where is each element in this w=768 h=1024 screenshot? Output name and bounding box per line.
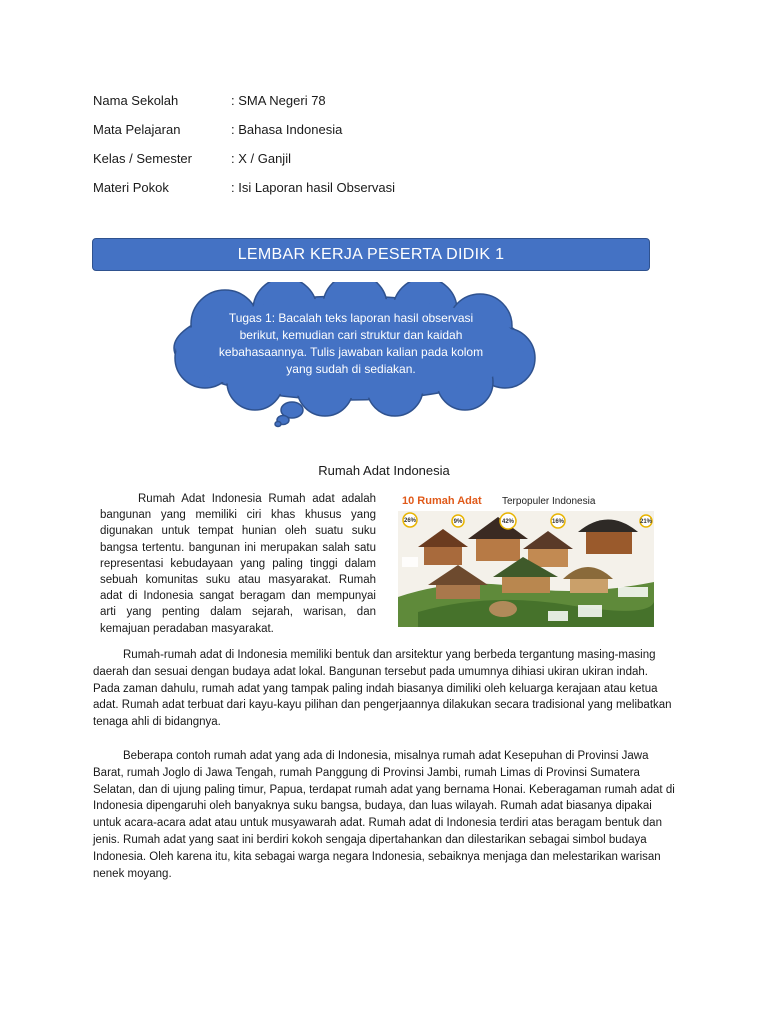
task-thought-cloud — [145, 282, 555, 432]
info-value: : Isi Laporan hasil Observasi — [231, 180, 396, 195]
info-value: : SMA Negeri 78 — [231, 93, 326, 108]
info-label: Nama Sekolah — [93, 93, 179, 108]
article-title: Rumah Adat Indonesia — [318, 463, 450, 478]
rumah-adat-infographic — [398, 487, 654, 627]
percent-badge: 21% — [639, 519, 653, 525]
body-paragraph: Rumah-rumah adat di Indonesia memiliki bentuk dan arsitektur yang berbeda tergantung masing-masing daerah dan sesuai dengan budaya adat lokal. Bangunan tersebut pada umumnya dihiasi ukiran ukiran indah. Pada zaman dahulu, rumah adat yang tampak paling indah biasanya dimiliki oleh keluarga kerajaan atau ketua adat. Rumah adat terbuat dari kayu-kayu pilihan dan pengerjaannya dilakukan secara tradisional yang melibatkan tenaga ahli di bidangnya. — [93, 649, 672, 729]
percent-badge: 26% — [403, 518, 417, 524]
task-instruction: Tugas 1: Bacalah teks laporan hasil observasi berikut, kemudian cari struktur dan kaidah kebahasaannya. Tulis jawaban kalian pada kolom yang sudah di sediakan. — [218, 311, 484, 376]
info-value: : Bahasa Indonesia — [231, 122, 343, 137]
worksheet-title-banner: LEMBAR KERJA PESERTA DIDIK 1 — [92, 238, 650, 271]
intro-paragraph — [100, 491, 376, 637]
info-label: Mata Pelajaran — [93, 122, 181, 137]
info-label: Kelas / Semester — [93, 151, 192, 166]
body-paragraph: Beberapa contoh rumah adat yang ada di Indonesia, misalnya rumah adat Kesepuhan di Provinsi Jawa Barat, rumah Joglo di Jawa Tengah, rumah Panggung di Provinsi Jambi, rumah Limas di Provinsi Sumatera Selatan, dan di ujung paling timur, Papua, terdapat rumah adat yang bernama Honai. Keberagaman rumah adat di Indonesia dipengaruhi oleh banyaknya suku bangsa, budaya, dan luas wilayah. Rumah adat biasanya dipakai untuk acara-acara adat atau untuk musyawarah adat. Rumah adat di Indonesia terdiri atas beragam bentuk dan jenis. Rumah adat yang saat ini berdiri kokoh sengaja dipertahankan dan dilestarikan sebagai simbol budaya Indonesia. Oleh karena itu, kita sebagai warga negara Indonesia, sebaiknya menjaga dan melestarikan warisan nenek moyang. — [93, 750, 675, 880]
info-row-class — [93, 144, 395, 173]
info-value: : X / Ganjil — [231, 151, 291, 166]
info-row-school — [93, 86, 395, 115]
infographic-title-highlight: 10 Rumah Adat — [402, 495, 482, 507]
intro-text: Rumah Adat Indonesia Rumah adat adalah bangunan yang memiliki ciri khas khusus yang digunakan untuk tempat hunian oleh suatu suku bangsa tertentu. bangunan ini merupakan salah satu representasi kebudayaan yang paling tinggi dalam sebuah komunitas suku atau masyarakat. Rumah adat di Indonesia sangat beragam dan mempunyai arti yang penting dalam sejarah, warisan, dan kemajuan peradaban masyarakat. — [100, 493, 376, 635]
info-label: Materi Pokok — [93, 180, 169, 195]
infographic-image — [398, 487, 654, 627]
info-row-topic — [93, 173, 395, 202]
percent-badge: 9% — [453, 519, 463, 525]
infographic-title: Terpopuler Indonesia — [502, 496, 596, 507]
percent-badge: 42% — [501, 519, 515, 525]
school-info — [93, 86, 395, 202]
percent-badge: 16% — [551, 519, 565, 525]
info-row-subject — [93, 115, 395, 144]
